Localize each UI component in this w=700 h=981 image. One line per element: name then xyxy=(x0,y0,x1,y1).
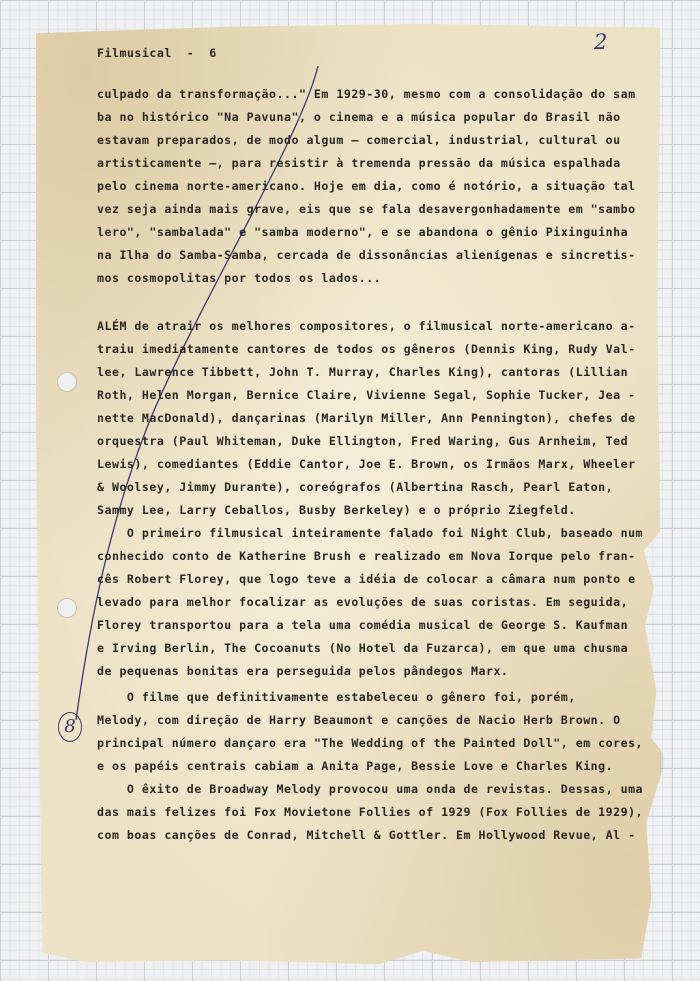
text-line: traiu imediatamente cantores de todos os gêneros (Dennis King, Rudy Val- xyxy=(97,342,636,356)
text-line: ba no histórico "Na Pavuna", o cinema e a música popular do Brasil não xyxy=(97,110,621,124)
text-line: artisticamente —, para resistir à tremenda pressão da música espalhada xyxy=(97,156,621,170)
text-line: culpado da transformação..." Em 1929-30, mesmo com a consolidação do sam xyxy=(97,87,636,101)
text-line: estavam preparados, de modo algum — comercial, industrial, cultural ou xyxy=(97,133,621,147)
text-line: nette MacDonald), dançarinas (Marilyn Miller, Ann Pennington), chefes de xyxy=(97,411,636,425)
text-line: ALÉM de atrair os melhores compositores, o filmusical norte-americano a- xyxy=(97,319,636,333)
text-line: com boas canções de Conrad, Mitchell & Gottler. Em Hollywood Revue, Al - xyxy=(97,828,636,842)
text-line: e os papéis centrais cabiam a Anita Page, Bessie Love e Charles King. xyxy=(97,759,614,773)
text-line: conhecido conto de Katherine Brush e realizado em Nova Iorque pelo fran- xyxy=(97,549,636,563)
text-line: & Woolsey, Jimmy Durante), coreógrafos (Albertina Rasch, Pearl Eaton, xyxy=(97,480,614,494)
text-line: levado para melhor focalizar as evoluções de suas coristas. Em seguida, xyxy=(97,595,629,609)
text-line: pelo cinema norte-americano. Hoje em dia, como é notório, a situação tal xyxy=(97,179,636,193)
page-header: Filmusical - 6 xyxy=(97,46,217,60)
text-line: e Irving Berlin, The Cocoanuts (No Hotel da Fuzarca), em que uma chusma xyxy=(97,641,629,655)
circled-number-handwritten: 8 xyxy=(58,712,82,742)
text-line: O filme que definitivamente estabeleceu o gênero foi, porém, xyxy=(97,690,576,704)
text-line: lee, Lawrence Tibbett, John T. Murray, Charles King), cantoras (Lillian xyxy=(97,365,629,379)
text-line: vez seja ainda mais grave, eis que se fala desavergonhadamente em "sambo xyxy=(97,202,636,216)
text-line: Melody, com direção de Harry Beaumont e canções de Nacio Herb Brown. O xyxy=(97,713,621,727)
text-line: mos cosmopolitas por todos os lados... xyxy=(97,271,382,285)
text-line: Sammy Lee, Larry Ceballos, Busby Berkeley) e o próprio Ziegfeld. xyxy=(97,503,576,517)
text-line: Lewis), comediantes (Eddie Cantor, Joe E. Brown, os Irmãos Marx, Wheeler xyxy=(97,457,636,471)
text-line: Florey transportou para a tela uma comédia musical de George S. Kaufman xyxy=(97,618,629,632)
text-line: cês Robert Florey, que logo teve a idéia de colocar a câmara num ponto e xyxy=(97,572,636,586)
text-line: principal número dançaro era "The Wedding of the Painted Doll", em cores, xyxy=(97,736,644,750)
text-line: das mais felizes foi Fox Movietone Follies of 1929 (Fox Follies de 1929), xyxy=(97,805,644,819)
text-line: Roth, Helen Morgan, Bernice Claire, Vivienne Segal, Sophie Tucker, Jea - xyxy=(97,388,636,402)
text-line: lero", "sambalada" e "samba moderno", e se abandona o gênio Pixinguinha xyxy=(97,225,629,239)
text-line: na Ilha do Samba-Samba, cercada de dissonâncias alienígenas e sincretis- xyxy=(97,248,636,262)
text-line: O êxito de Broadway Melody provocou uma onda de revistas. Dessas, uma xyxy=(97,782,644,796)
page-number-handwritten: 2 xyxy=(594,30,608,54)
text-line: orquestra (Paul Whiteman, Duke Ellington, Fred Waring, Gus Arnheim, Ted xyxy=(97,434,629,448)
text-line: O primeiro filmusical inteiramente falado foi Night Club, baseado num xyxy=(97,526,644,540)
text-line: de pequenas bonitas era perseguida pelos pândegos Marx. xyxy=(97,664,509,678)
